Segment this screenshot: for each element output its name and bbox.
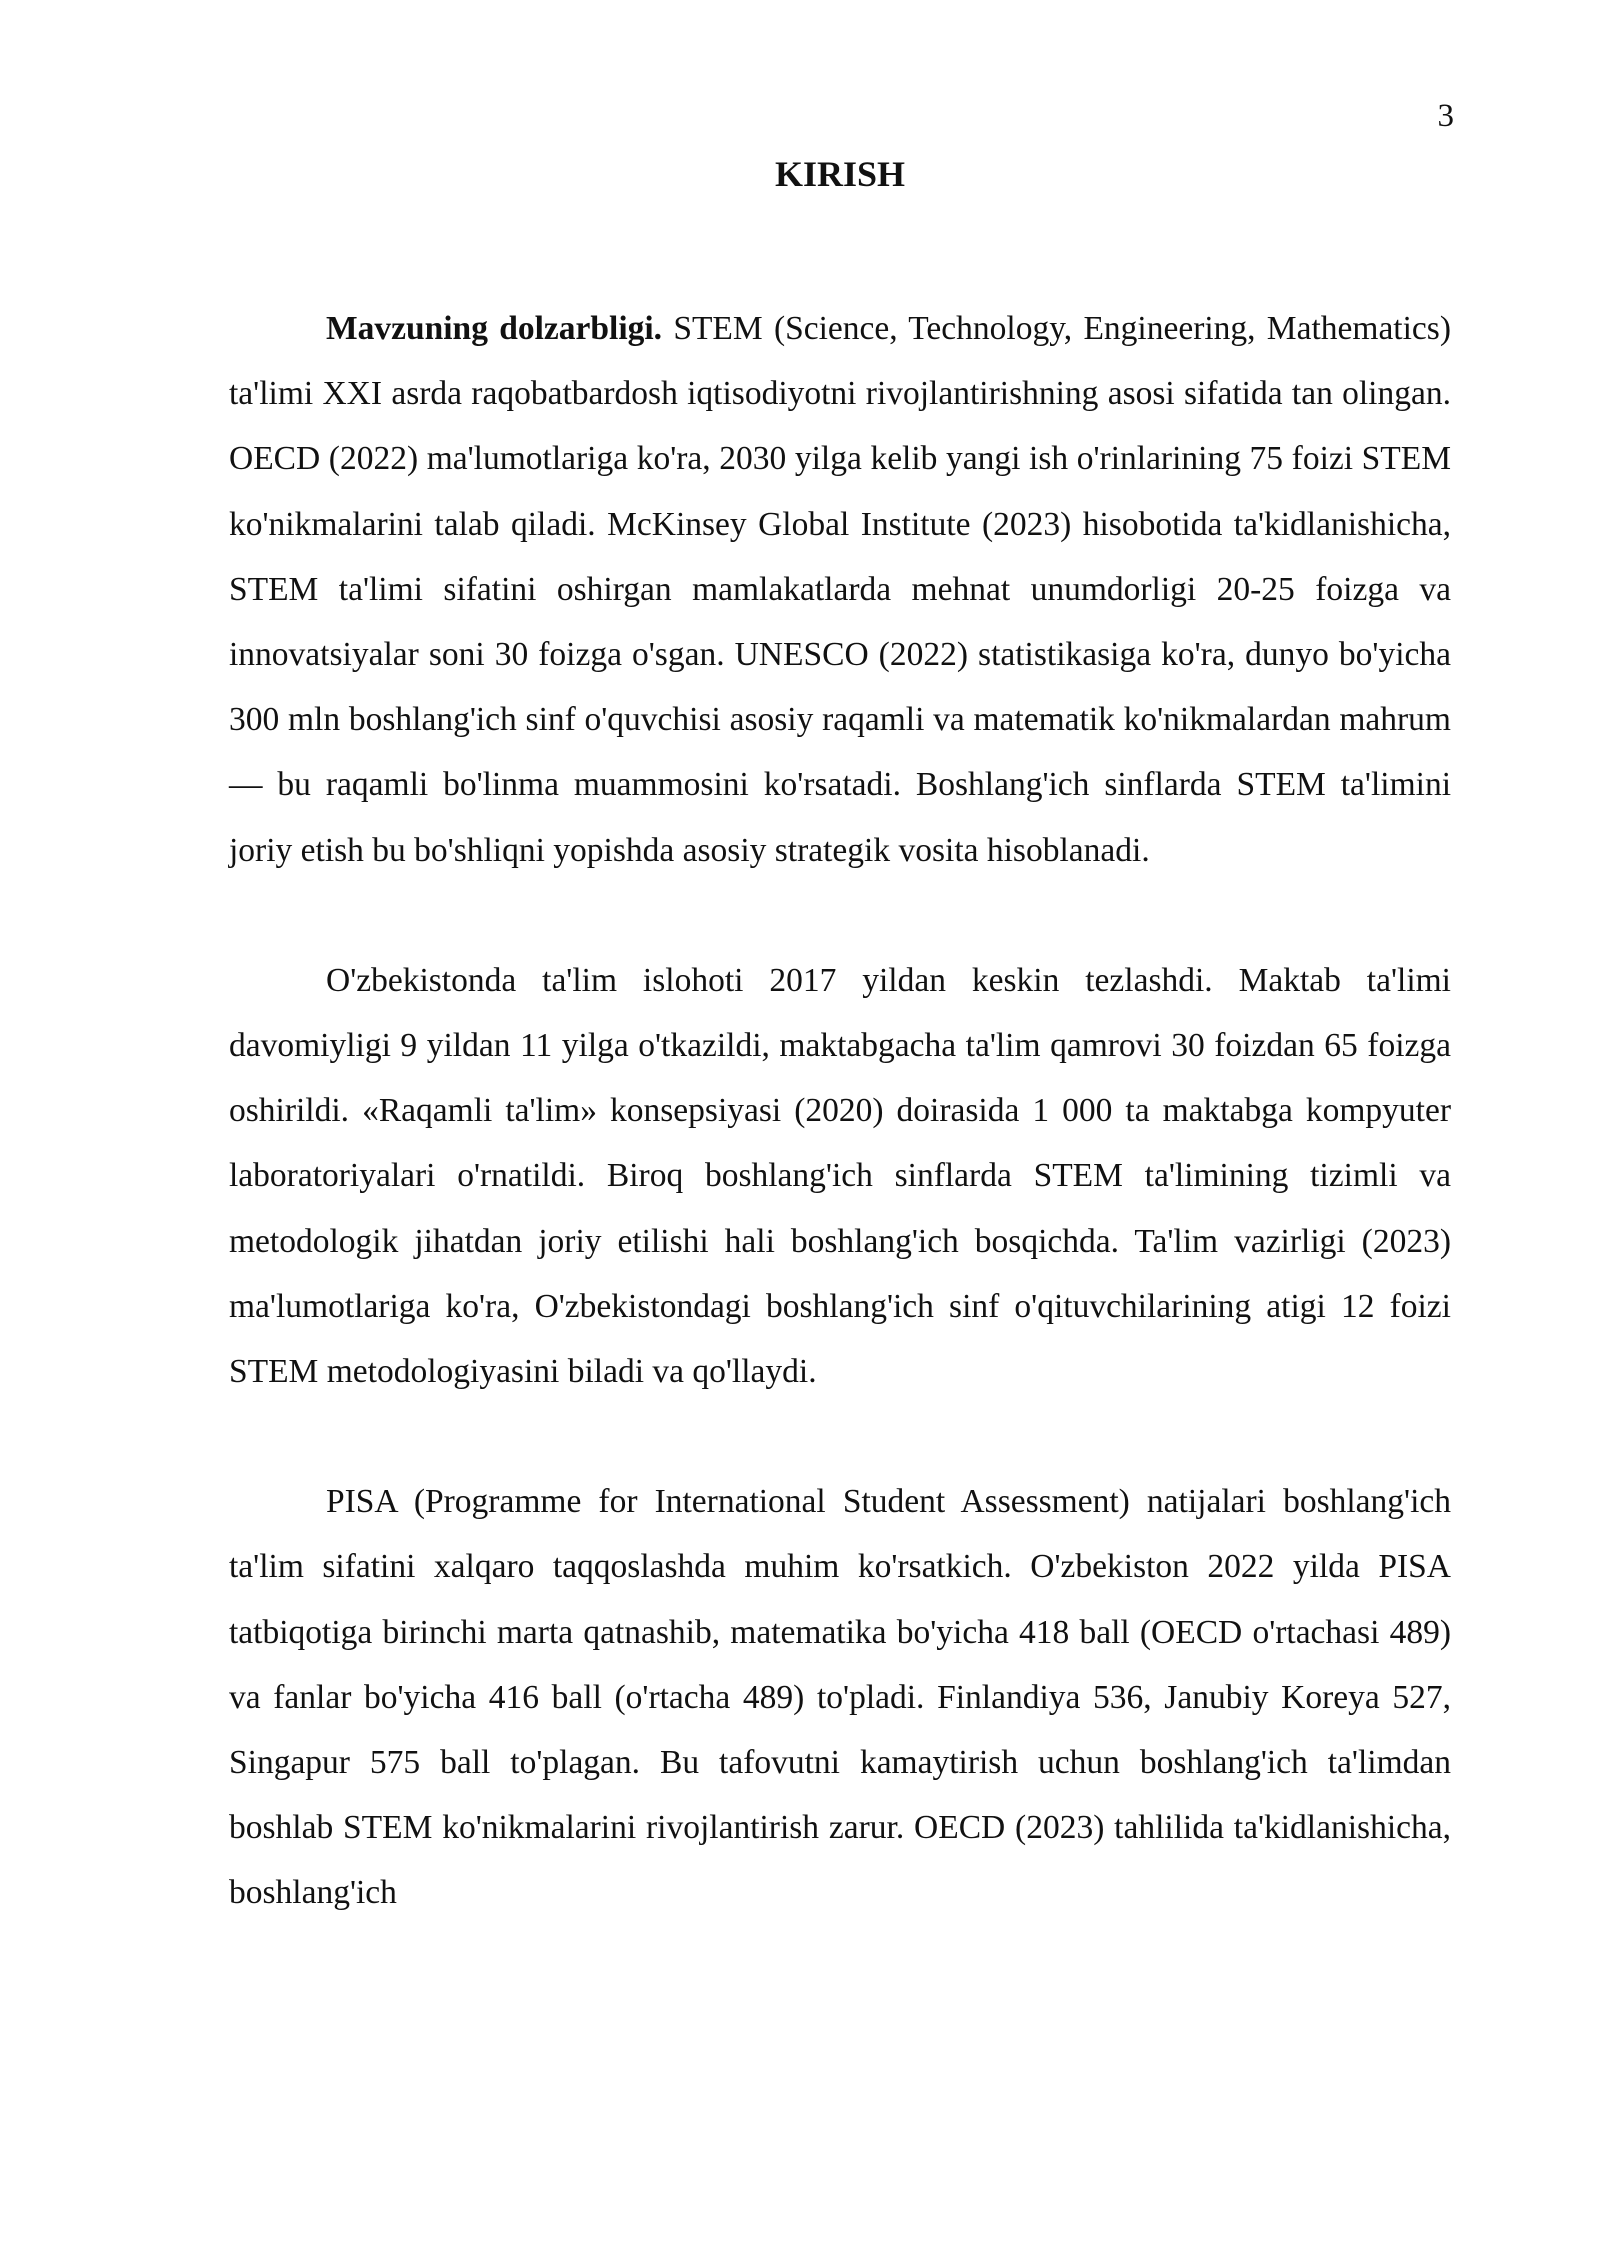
paragraph-uzbekistan-reform	[229, 948, 1451, 1404]
paragraph-text: STEM (Science, Technology, Engineering, Mathematics) ta'limi XXI asrda raqobatbardosh iqtisodiyotni rivojlantirishning asosi sifatida tan olingan. OECD (2022) ma'lumotlariga ko'ra, 2030 yilga kelib yangi ish o'rinlarining 75 foizi STEM ko'nikmalarini talab qiladi. McKinsey Global Institute (2023) hisobotida ta'kidlanishicha, STEM ta'limi sifatini oshirgan mamlakatlarda mehnat unumdorligi 20-25 foizga va innovatsiyalar soni 30 foizga o'sgan. UNESCO (2022) statistikasiga ko'ra, dunyo bo'yicha 300 mln boshlang'ich sinf o'quvchisi asosiy raqamli va matematik ko'nikmalardan mahrum — bu raqamli bo'linma muammosini ko'rsatadi. Boshlang'ich sinflarda STEM ta'limini joriy etish bu bo'shliqni yopishda asosiy strategik vosita hisoblanadi.	[229, 310, 1451, 869]
page-heading: KIRISH	[774, 154, 906, 194]
body-text	[229, 296, 1451, 1991]
paragraph-text: PISA (Programme for International Student Assessment) natijalari boshlang'ich ta'lim sifatini xalqaro taqqoslashda muhim ko'rsatkich. O'zbekiston 2022 yilda PISA tatbiqotiga birinchi marta qatnashib, matematika bo'yicha 418 ball (OECD o'rtachasi 489) va fanlar bo'yicha 416 ball (o'rtacha 489) to'pladi. Finlandiya 536, Janubiy Koreya 527, Singapur 575 ball to'plagan. Bu tafovutni kamaytirish uchun boshlang'ich ta'limdan boshlab STEM ko'nikmalarini rivojlantirish zarur. OECD (2023) tahlilida ta'kidlanishicha, boshlang'ich	[229, 1483, 1451, 1912]
paragraph-relevance	[229, 296, 1451, 883]
paragraph-lead: Mavzuning dolzarbligi.	[326, 310, 663, 347]
page-number: 3	[1437, 98, 1454, 134]
paragraph-text: O'zbekistonda ta'lim islohoti 2017 yildan keskin tezlashdi. Maktab ta'limi davomiyligi 9 yildan 11 yilga o'tkazildi, maktabgacha ta'lim qamrovi 30 foizdan 65 foizga oshirildi. «Raqamli ta'lim» konsepsiyasi (2020) doirasida 1 000 ta maktabga kompyuter laboratoriyalari o'rnatildi. Biroq boshlang'ich sinflarda STEM ta'limining tizimli va metodologik jihatdan joriy etilishi hali boshlang'ich bosqichda. Ta'lim vazirligi (2023) ma'lumotlariga ko'ra, O'zbekistondagi boshlang'ich sinf o'qituvchilarining atigi 12 foizi STEM metodologiyasini biladi va qo'llaydi.	[229, 961, 1451, 1391]
paragraph-pisa	[229, 1469, 1451, 1925]
